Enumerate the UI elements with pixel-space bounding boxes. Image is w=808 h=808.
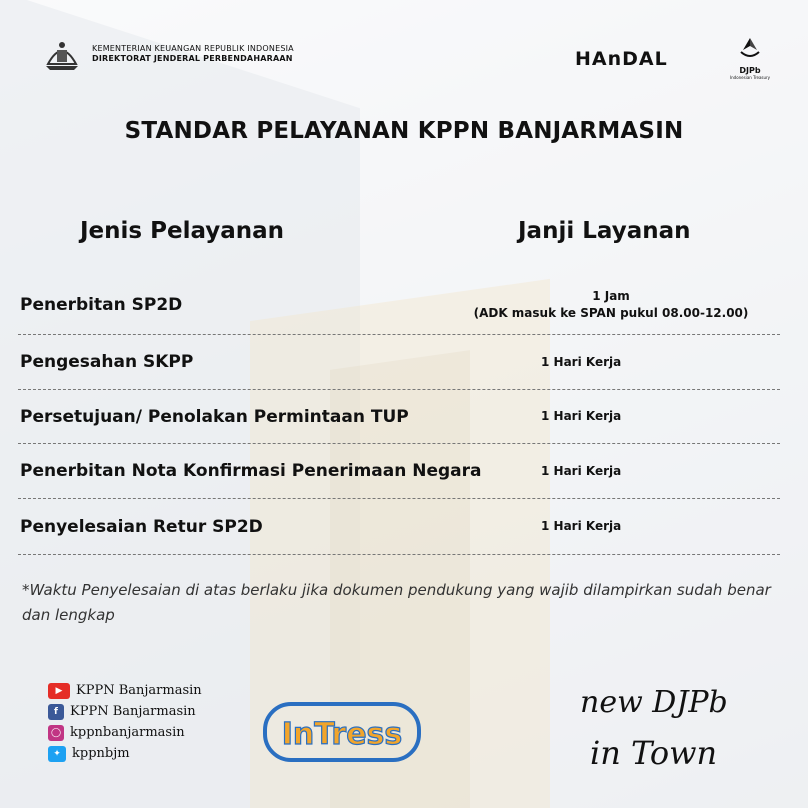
handal-logo: HAnDAL (575, 48, 668, 70)
service-name: Pengesahan SKPP (20, 352, 194, 372)
column-header-service: Jenis Pelayanan (80, 218, 285, 244)
instagram-icon: ◯ (48, 725, 64, 741)
service-row (18, 335, 780, 390)
service-promise: 1 Hari Kerja (541, 409, 622, 423)
ministry-name: KEMENTERIAN KEUANGAN REPUBLIK INDONESIA (92, 44, 294, 53)
service-name: Penerbitan SP2D (20, 295, 183, 315)
service-row (18, 276, 780, 335)
ministry-header (40, 36, 294, 72)
service-promise: 1 Hari Kerja (541, 519, 622, 533)
service-promise: 1 Hari Kerja (541, 354, 622, 369)
service-name: Penerbitan Nota Konfirmasi Penerimaan Negara (20, 461, 482, 481)
twitter-icon: ✦ (48, 746, 66, 762)
social-youtube[interactable]: ▶ KPPN Banjarmasin (48, 680, 202, 701)
tagline-line1: new DJPb (580, 685, 728, 720)
column-header-promise: Janji Layanan (518, 218, 691, 244)
footnote: *Waktu Penyelesaian di atas berlaku jika dokumen pendukung yang wajib dilampirkan sudah benar dan lengkap (22, 581, 771, 624)
social-links (48, 680, 202, 764)
tagline-line2: in Town (590, 734, 718, 772)
svg-text:InTress: InTress (281, 717, 403, 752)
social-twitter[interactable]: ✦ kppnbjm (48, 743, 202, 764)
service-name: Penyelesaian Retur SP2D (20, 516, 263, 537)
page-title: STANDAR PELAYANAN KPPN BANJARMASIN (124, 118, 684, 144)
service-promise: 1 Jam (ADK masuk ke SPAN pukul 08.00-12.00) (473, 289, 749, 320)
service-row (18, 390, 780, 444)
youtube-icon: ▶ (48, 683, 70, 699)
tagline-script (570, 660, 790, 790)
djpb-emblem-icon (735, 36, 765, 62)
service-name: Persetujuan/ Penolakan Permintaan TUP (20, 406, 409, 427)
social-instagram[interactable]: ◯ kppnbanjarmasin (48, 722, 202, 743)
service-promise: 1 Hari Kerja (541, 463, 622, 478)
directorate-name: DIREKTORAT JENDERAL PERBENDAHARAAN (92, 54, 293, 63)
service-row (18, 499, 780, 555)
service-row (18, 444, 780, 499)
service-table (18, 276, 780, 555)
djpb-logo: DJPb Indonesian Treasury (722, 36, 778, 81)
social-facebook[interactable]: f KPPN Banjarmasin (48, 701, 202, 722)
intress-logo (262, 700, 422, 764)
facebook-icon: f (48, 704, 64, 720)
ministry-emblem-icon (40, 36, 84, 72)
